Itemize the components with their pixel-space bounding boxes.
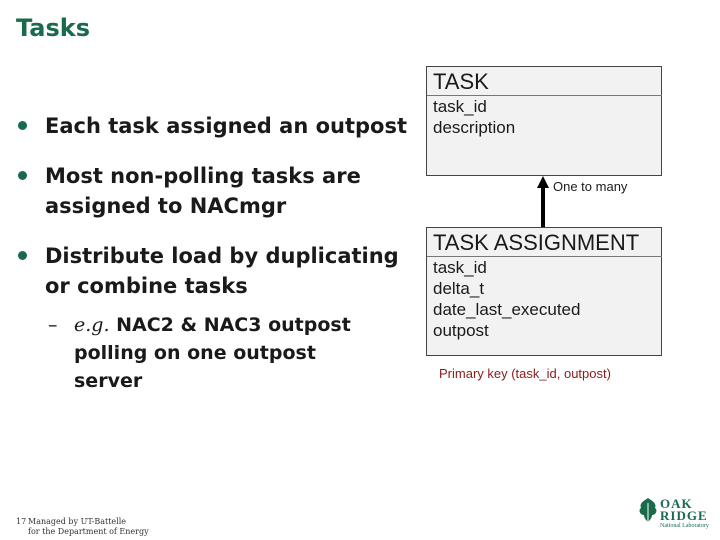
logo-text: RIDGE [660,508,708,523]
logo-text: OAK [660,496,693,511]
bullet-text: Most non-polling tasks are assigned to NACmgr [45,164,361,218]
footer-line: Managed by UT-Battelle [28,517,126,526]
oak-leaf-icon [638,497,658,523]
task-table-box [426,66,662,176]
task-table-field: task_id [433,97,487,116]
bullet-item [18,241,408,301]
primary-key-note: Primary key (task_id, outpost) [439,366,611,381]
assignment-table-field: delta_t [433,279,485,298]
bullet-dot-icon [18,171,27,180]
logo-subtext: National Laboratory [660,523,709,529]
one-to-many-arrow-icon [536,176,552,228]
page-number: 17 [16,517,27,526]
assignment-table-field: date_last_executed [433,300,581,319]
sub-bullet-prefix: e.g. [74,314,110,336]
assignment-table-box [426,227,662,356]
footer-line: for the Department of Energy [28,527,149,536]
task-table-field: description [433,118,516,137]
relationship-label: One to many [553,179,628,194]
slide-title: Tasks [16,14,91,42]
bullet-dot-icon [18,121,27,130]
bullet-text: Distribute load by duplicating or combine tasks [45,244,399,298]
assignment-table-field: outpost [433,321,489,340]
task-table-name: TASK [427,67,662,96]
sub-bullet-text: NAC2 & NAC3 outpost polling on one outpost server [74,314,351,392]
sub-bullet [48,311,388,395]
oak-ridge-logo [638,497,714,533]
sub-bullet-dash: – [48,314,58,336]
bullet-item [18,161,378,221]
bullet-dot-icon [18,251,27,260]
assignment-table-field: task_id [433,258,487,277]
assignment-table-name: TASK ASSIGNMENT [427,228,662,257]
bullet-item [18,111,408,141]
footer [16,517,149,537]
bullet-text: Each task assigned an outpost [45,114,407,138]
